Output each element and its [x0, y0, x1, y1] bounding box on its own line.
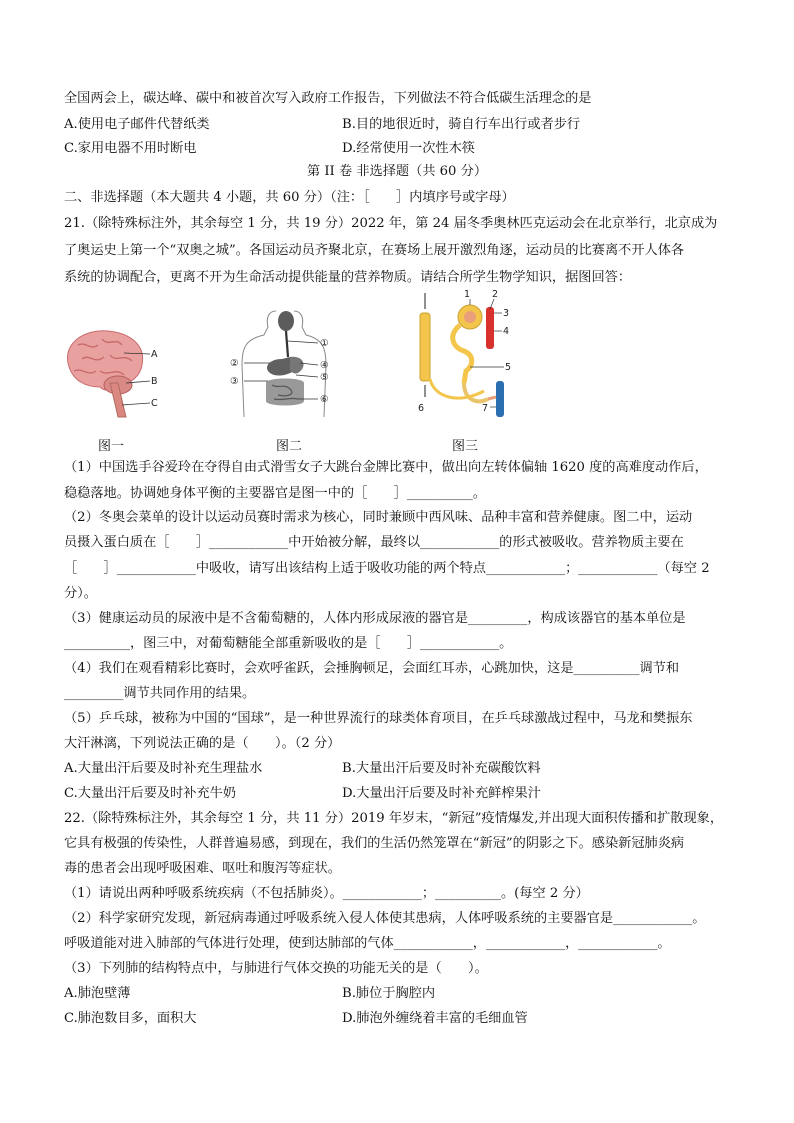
q21-p5-option-a: A.大量出汗后要及时补充生理盐水 — [64, 761, 263, 776]
fig3-label-4: 4 — [503, 326, 510, 337]
vein-vessel — [496, 381, 504, 417]
q21-intro-line: 系统的协调配合，更离不开为生命活动提供能量的营养物质。请结合所学生物学知识，据图回答： — [64, 270, 632, 285]
q21-intro-line: 了奥运史上第一个“双奥之城”。各国运动员齐聚北京，在赛场上展开激烈角逐，运动员的比赛离不开人体各 — [64, 243, 685, 258]
tubule-path — [453, 325, 472, 383]
q21-p4-line: _________调节共同作用的结果。 — [64, 686, 256, 701]
q20-stem: 全国两会上，碳达峰、碳中和被首次写入政府工作报告，下列做法不符合低碳生活理念的是 — [64, 91, 592, 106]
fig1-label-b: B — [151, 376, 158, 387]
q21-p3-line: __________，图三中，对葡萄糖能全部重新吸收的是［ ］____________。 — [64, 636, 513, 651]
q21-p2-line: 分）。 — [64, 586, 97, 601]
fig1-label-a: A — [151, 349, 158, 360]
figure-nephron — [408, 287, 518, 423]
q21-p1-line: 稳稳落地。协调她身体平衡的主要器官是图一中的［ ］__________。 — [64, 486, 486, 501]
q21-intro-line: 21.（除特殊标注外，其余每空 1 分，共 19 分）2022 年，第 24 届冬季奥林匹克运动会在北京举行，北京成为 — [64, 216, 718, 231]
figure-digestive-system — [226, 305, 340, 423]
q22-p2-line: 呼吸道能对进入肺部的气体进行处理，使到达肺部的气体____________，____________，____________。 — [64, 936, 671, 951]
fig2-label-2: ② — [230, 358, 239, 369]
q22-intro-line: 它具有极强的传染性，人群普遍易感，到现在，我们的生活仍然笼罩在“新冠”的阴影之下。感染新冠肺炎病 — [64, 836, 685, 851]
fig1-caption: 图一 — [98, 439, 125, 454]
q22-intro-line: 毒的患者会出现呼吸困难、呕吐和腹泻等症状。 — [64, 861, 341, 876]
fig3-label-1: 1 — [464, 289, 471, 300]
q22-intro-line: 22.（除特殊标注外，其余每空 1 分，共 11 分）2019 年岁末，“新冠”疫情爆发,并出现大面积传播和扩散现象， — [64, 811, 724, 826]
fig2-label-3: ③ — [230, 376, 239, 387]
figure-brain — [60, 325, 160, 425]
duct-curve — [430, 379, 484, 398]
fig3-label-2: 2 — [492, 289, 499, 300]
fig2-caption: 图二 — [276, 439, 303, 454]
q20-option-b: B.目的地很近时，骑自行车出行或者步行 — [342, 117, 581, 132]
q22-p3-option-c: C.肺泡数目多，面积大 — [64, 1011, 197, 1026]
q21-p2-line: （2）冬奥会菜单的设计以运动员赛时需求为核心，同时兼顾中西风味、品种丰富和营养健康。图二中，运动 — [64, 510, 693, 525]
q21-p5-option-d: D.大量出汗后要及时补充鲜榨果汁 — [342, 786, 541, 801]
q22-p2-line: （2）科学家研究发现，新冠病毒通过呼吸系统入侵人体使其患病，人体呼吸系统的主要器官是____________。 — [64, 911, 706, 926]
fig1-label-c: C — [151, 398, 158, 409]
q20-option-a: A.使用电子邮件代替纸类 — [64, 117, 210, 132]
q20-option-d: D.经常使用一次性木筷 — [342, 141, 475, 156]
fig2-label-6: ⑥ — [320, 394, 329, 405]
q21-p1-line: （1）中国选手谷爱玲在夺得自由式滑雪女子大跳台金牌比赛中，做出向左转体偏轴 1620 度的高难度动作后， — [64, 460, 708, 475]
q21-p5-option-b: B.大量出汗后要及时补充碳酸饮料 — [342, 761, 541, 776]
q21-p5-option-c: C.大量出汗后要及时补充牛奶 — [64, 786, 237, 801]
esophagus — [286, 331, 288, 357]
artery-vessel — [486, 307, 494, 349]
q21-p5-line: （5）乒乓球，被称为中国的“国球”，是一种世界流行的球类体育项目，在乒乓球激战过程中，马龙和樊振东 — [64, 711, 693, 726]
fig3-label-7: 7 — [482, 403, 489, 414]
q21-p4-line: （4）我们在观看精彩比赛时，会欢呼雀跃，会捶胸顿足，会面红耳赤，心跳加快，这是__________调节和 — [64, 661, 680, 676]
fig3-label-3: 3 — [503, 308, 510, 319]
fig3-label-6: 6 — [418, 403, 425, 414]
q20-option-c: C.家用电器不用时断电 — [64, 141, 197, 156]
section-heading: 二、非选择题（本大题共 4 小题，共 60 分）（注：［ ］内填序号或字母） — [64, 190, 515, 205]
q21-p2-line: 员摄入蛋白质在［ ］____________中开始被分解，最终以____________的形式被吸收。营养物质主要在 — [64, 535, 684, 550]
q22-p1: （1）请说出两种呼吸系统疾病（不包括肺炎）。____________；__________。(每空 2 分） — [64, 886, 589, 901]
mouth-shape — [278, 311, 294, 331]
q21-p2-line: ［ ］____________中吸收，请写出该结构上适于吸收功能的两个特点____________；____________（每空 2 — [64, 561, 710, 576]
fig2-label-1: ① — [320, 338, 329, 349]
q22-p3: （3）下列肺的结构特点中，与肺进行气体交换的功能无关的是（ ）。 — [64, 961, 488, 976]
fig3-label-5: 5 — [505, 362, 512, 373]
stomach-shape — [290, 357, 304, 374]
collecting-duct — [420, 313, 430, 381]
q22-p3-option-d: D.肺泡外缠绕着丰富的毛细血管 — [342, 1011, 528, 1026]
intestine-shape — [266, 379, 304, 406]
fig3-caption: 图三 — [452, 439, 479, 454]
q21-p3-line: （3）健康运动员的尿液中是不含葡萄糖的，人体内形成尿液的器官是_________，构成该器官的基本单位是 — [64, 611, 686, 626]
fig2-label-4: ④ — [320, 360, 329, 371]
q22-p3-option-a: A.肺泡壁薄 — [64, 986, 131, 1001]
q22-p3-option-b: B.肺位于胸腔内 — [342, 986, 436, 1001]
q21-p5-line: 大汗淋漓，下列说法正确的是（ ）。（2 分） — [64, 736, 341, 751]
glomerulus — [464, 311, 476, 323]
fig2-label-5: ⑤ — [320, 372, 329, 383]
section-title: 第 II 卷 非选择题（共 60 分） — [306, 164, 488, 179]
